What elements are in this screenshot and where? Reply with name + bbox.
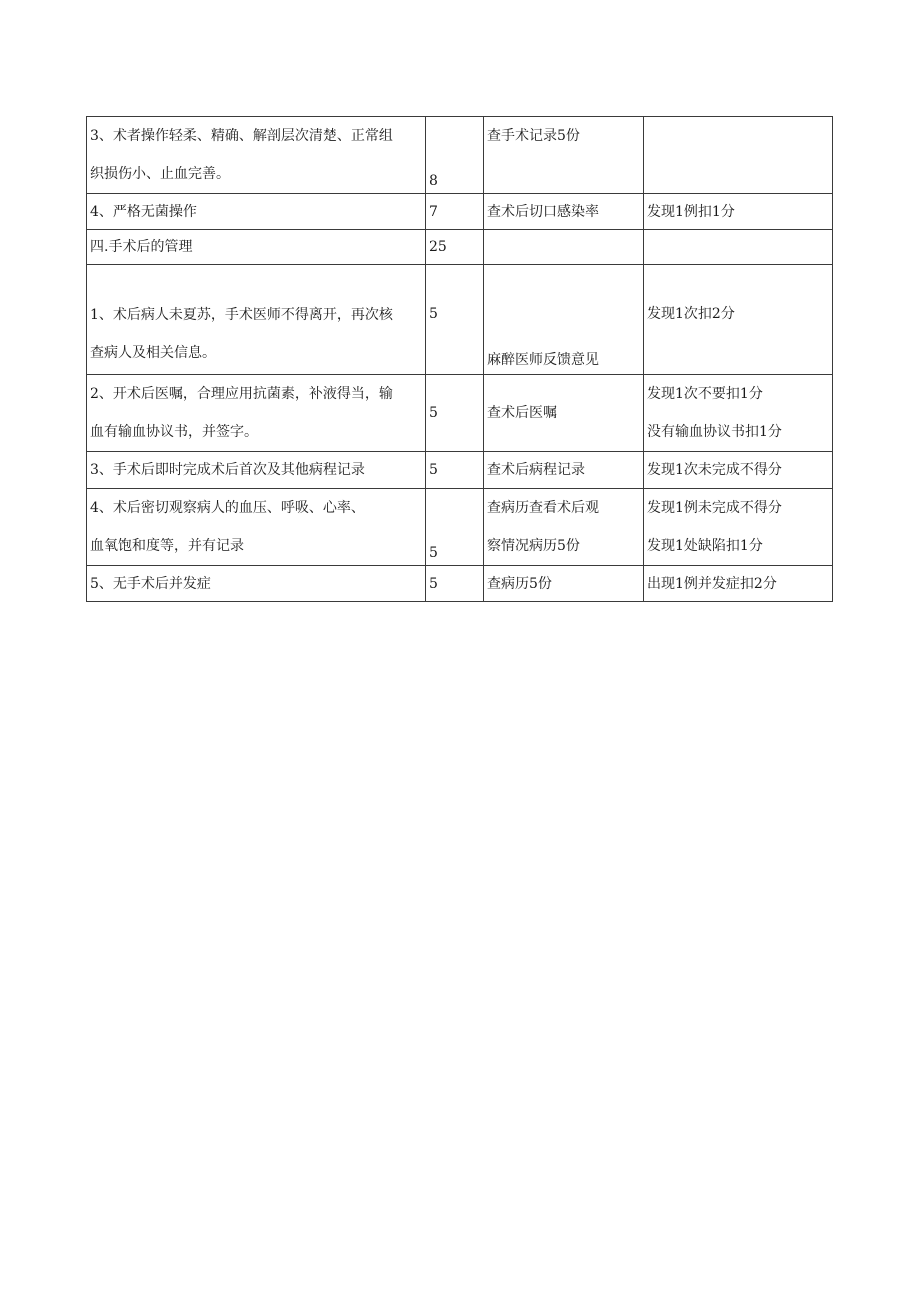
- deduct-text: 没有输血协议书扣1分: [647, 424, 782, 440]
- scoring-table: [86, 116, 833, 602]
- score-value: 8: [429, 173, 438, 189]
- item-text: 3、术者操作轻柔、精确、解剖层次清楚、正常组: [90, 128, 393, 144]
- method-text: 查病历查看术后观: [487, 500, 599, 516]
- method-cell: [484, 265, 644, 375]
- method-text: 查病历5份: [487, 575, 552, 592]
- method-text: 麻醉医师反馈意见: [487, 352, 599, 368]
- item-text: 5、无手术后并发症: [90, 575, 211, 592]
- item-cell: [87, 265, 426, 375]
- item-text: 血氧饱和度等，并有记录: [90, 538, 244, 554]
- method-cell: [484, 489, 644, 566]
- item-cell: [87, 117, 426, 194]
- score-value: 5: [429, 305, 438, 322]
- table-row: [87, 452, 833, 489]
- item-cell: [87, 566, 426, 602]
- item-cell: [87, 375, 426, 452]
- score-cell: [426, 194, 484, 230]
- item-text: 4、严格无菌操作: [90, 203, 197, 220]
- section-heading-cell: [87, 230, 426, 265]
- item-text: 1、术后病人未夏苏，手术医师不得离开，再次核: [90, 306, 393, 323]
- item-cell: [87, 489, 426, 566]
- deduct-cell: [644, 259, 833, 369]
- method-cell: [484, 194, 644, 230]
- table-row: [87, 117, 833, 194]
- item-text: 血有输血协议书，并签字。: [90, 424, 258, 440]
- method-cell: [484, 452, 644, 489]
- item-text: 织损伤小、止血完善。: [90, 166, 230, 182]
- scoring-table-container: [86, 116, 833, 602]
- section-heading: 四.手术后的管理: [90, 239, 193, 255]
- score-value: 25: [429, 239, 447, 255]
- score-cell: [426, 489, 484, 566]
- item-cell: [87, 194, 426, 230]
- method-text: 察情况病历5份: [487, 538, 580, 554]
- deduct-text: 发现1例未完成不得分: [647, 500, 782, 516]
- method-cell: [484, 375, 644, 452]
- score-cell: [426, 117, 484, 194]
- deduct-cell: [644, 194, 833, 230]
- score-cell: [426, 452, 484, 489]
- score-value: 5: [429, 462, 438, 478]
- score-value: 5: [429, 575, 438, 592]
- method-cell: [484, 566, 644, 602]
- score-cell: [426, 375, 484, 452]
- method-text: 查术后病程记录: [487, 462, 585, 478]
- score-cell: [426, 566, 484, 602]
- deduct-cell: [644, 375, 833, 452]
- item-text: 3、手术后即时完成术后首次及其他病程记录: [90, 462, 365, 478]
- deduct-text: 发现1处缺陷扣1分: [647, 538, 763, 554]
- deduct-text: 发现1次未完成不得分: [647, 462, 782, 478]
- method-text: 查手术记录5份: [487, 128, 580, 144]
- item-cell: [87, 452, 426, 489]
- deduct-text: 发现1次扣2分: [647, 305, 735, 322]
- table-row: [87, 566, 833, 602]
- deduct-text: 发现1例扣1分: [647, 203, 735, 220]
- method-text: 查术后切口感染率: [487, 203, 599, 220]
- deduct-cell: [644, 117, 833, 194]
- item-text: 查病人及相关信息。: [90, 344, 216, 361]
- method-cell: [484, 117, 644, 194]
- table-row: [87, 375, 833, 452]
- method-cell: [484, 230, 644, 265]
- deduct-text: 出现1例并发症扣2分: [647, 575, 777, 592]
- score-value: 7: [429, 203, 438, 220]
- method-text: 查术后医嘱: [487, 405, 557, 421]
- score-value: 5: [429, 545, 438, 561]
- item-text: 2、开术后医嘱，合理应用抗菌素，补液得当，输: [90, 386, 393, 402]
- table-row: [87, 265, 833, 375]
- deduct-text: 发现1次不要扣1分: [647, 386, 763, 402]
- score-cell: [426, 259, 484, 369]
- item-text: 4、术后密切观察病人的血压、呼吸、心率、: [90, 500, 365, 516]
- deduct-cell: [644, 489, 833, 566]
- deduct-cell: [644, 566, 833, 602]
- score-value: 5: [429, 405, 438, 421]
- table-row: [87, 194, 833, 230]
- table-row: [87, 489, 833, 566]
- deduct-cell: [644, 452, 833, 489]
